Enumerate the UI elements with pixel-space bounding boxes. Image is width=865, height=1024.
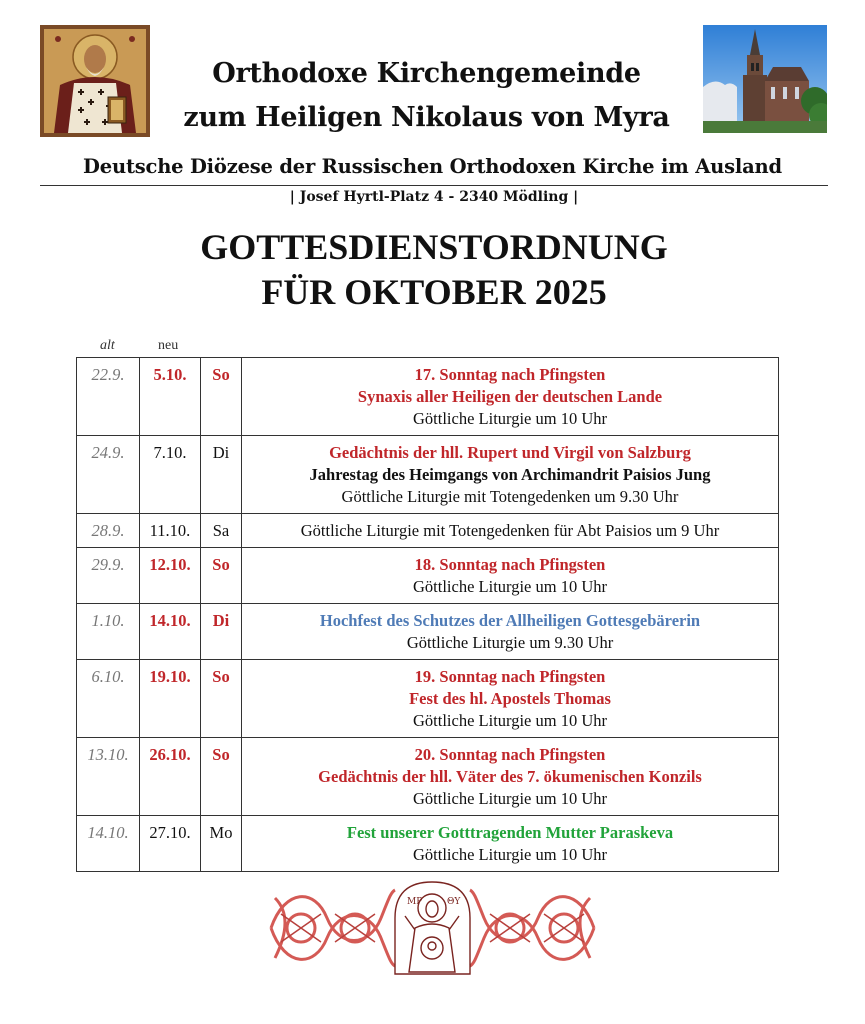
table-row [77, 604, 779, 660]
service-time: Göttliche Liturgie um 10 Uhr [413, 845, 607, 864]
parish-address: | Josef Hyrtl-Platz 4 - 2340 Mödling | [289, 189, 579, 205]
date-old-style: 24.9. [77, 436, 140, 514]
schedule-month: FÜR OKTOBER 2025 [261, 272, 607, 312]
date-old-style: 22.9. [77, 358, 140, 436]
service-description [242, 436, 779, 514]
date-new-style: 7.10. [140, 436, 201, 514]
feast-title: 19. Sonntag nach Pfingsten [414, 667, 606, 686]
weekday: So [201, 548, 242, 604]
table-row [77, 358, 779, 436]
date-new-style: 26.10. [140, 738, 201, 816]
feast-title: Gedächtnis der hll. Väter des 7. ökumenischen Konzils [318, 767, 702, 786]
column-header-neu: neu [158, 338, 179, 353]
parish-title-line1: Orthodoxe Kirchengemeinde [212, 58, 641, 89]
feast-title: Hochfest des Schutzes der Allheiligen Gottesgebärerin [319, 611, 701, 630]
weekday: Di [201, 604, 242, 660]
date-old-style: 28.9. [77, 514, 140, 548]
parish-title-line2: zum Heiligen Nikolaus von Myra [183, 102, 670, 133]
feast-title: Gedächtnis der hll. Rupert und Virgil von Salzburg [329, 443, 691, 462]
date-old-style: 14.10. [77, 816, 140, 872]
service-time: Göttliche Liturgie um 10 Uhr [413, 711, 607, 730]
feast-title: Fest des hl. Apostels Thomas [409, 689, 611, 708]
date-new-style: 19.10. [140, 660, 201, 738]
church-photo [703, 25, 827, 133]
service-description [242, 738, 779, 816]
diocese-name: Deutsche Diözese der Russischen Orthodoxen Kirche im Ausland [83, 155, 782, 178]
table-row [77, 738, 779, 816]
weekday: So [201, 358, 242, 436]
date-old-style: 13.10. [77, 738, 140, 816]
service-description [242, 604, 779, 660]
date-old-style: 29.9. [77, 548, 140, 604]
service-time: Göttliche Liturgie mit Totengedenken für Abt Paisios um 9 Uhr [300, 521, 720, 540]
date-new-style: 11.10. [140, 514, 201, 548]
table-row [77, 436, 779, 514]
schedule-heading: GOTTESDIENSTORDNUNG [200, 227, 668, 267]
feast-title: 20. Sonntag nach Pfingsten [414, 745, 606, 764]
feast-title: 18. Sonntag nach Pfingsten [414, 555, 606, 574]
date-new-style: 12.10. [140, 548, 201, 604]
service-time: Göttliche Liturgie um 9.30 Uhr [406, 633, 614, 652]
service-description [242, 660, 779, 738]
date-new-style: 5.10. [140, 358, 201, 436]
service-time: Göttliche Liturgie um 10 Uhr [413, 789, 607, 808]
date-new-style: 14.10. [140, 604, 201, 660]
service-description [242, 358, 779, 436]
service-description [242, 816, 779, 872]
header-divider [40, 185, 828, 186]
saint-nicholas-icon [40, 25, 150, 137]
weekday: Sa [201, 514, 242, 548]
table-row [77, 514, 779, 548]
theotokos-ornament-icon [265, 878, 600, 978]
service-description [242, 514, 779, 548]
weekday: So [201, 660, 242, 738]
service-time: Göttliche Liturgie um 10 Uhr [413, 577, 607, 596]
table-row [77, 548, 779, 604]
service-time: Göttliche Liturgie mit Totengedenken um 9.30 Uhr [341, 487, 679, 506]
service-schedule-table [76, 357, 779, 872]
commemoration: Jahrestag des Heimgangs von Archimandrit Paisios Jung [309, 465, 711, 484]
date-old-style: 1.10. [77, 604, 140, 660]
ornament-monogram-left: ΜΡ [407, 897, 423, 907]
weekday: Mo [201, 816, 242, 872]
date-new-style: 27.10. [140, 816, 201, 872]
service-time: Göttliche Liturgie um 10 Uhr [413, 409, 607, 428]
feast-title: Fest unserer Gotttragenden Mutter Paraskeva [346, 823, 674, 842]
feast-title: Synaxis aller Heiligen der deutschen Lande [357, 387, 663, 406]
date-old-style: 6.10. [77, 660, 140, 738]
ornament-monogram-right: ΘΥ [447, 897, 461, 907]
weekday: Di [201, 436, 242, 514]
table-row [77, 816, 779, 872]
column-header-alt: alt [100, 338, 115, 353]
feast-title: 17. Sonntag nach Pfingsten [414, 365, 606, 384]
weekday: So [201, 738, 242, 816]
table-row [77, 660, 779, 738]
service-description [242, 548, 779, 604]
